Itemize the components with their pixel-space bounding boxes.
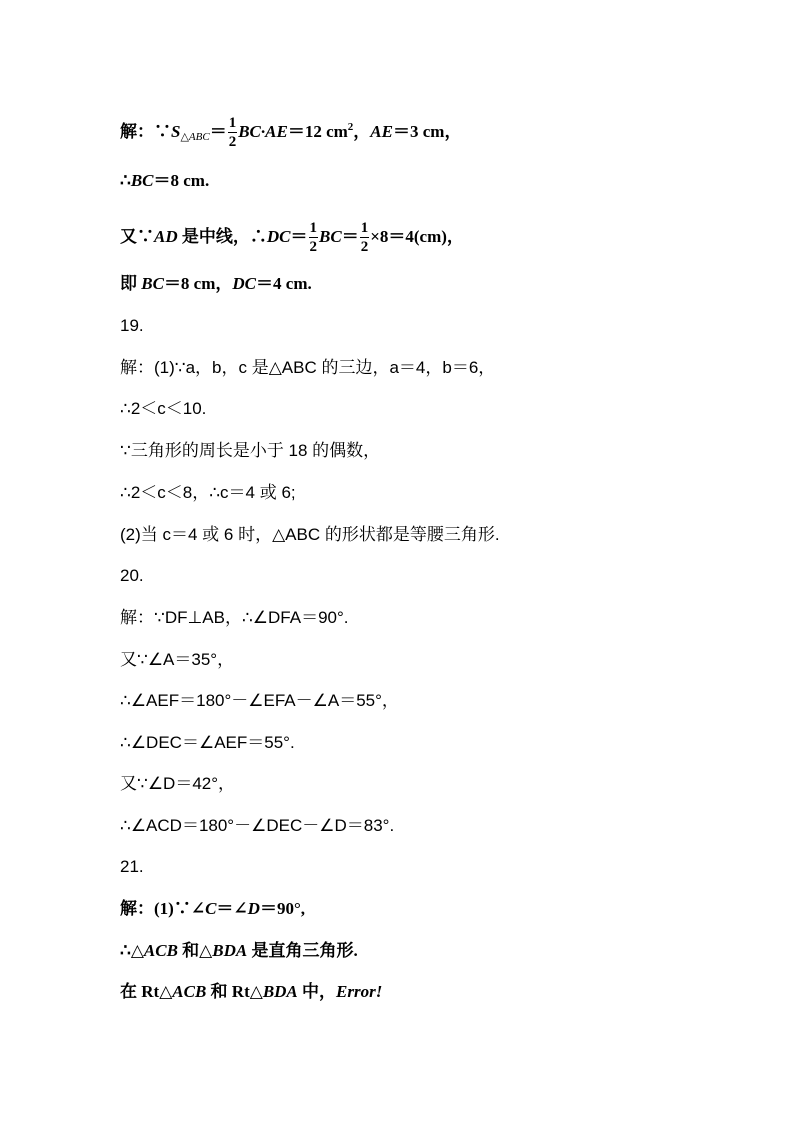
fraction-denominator: 2 bbox=[360, 239, 369, 255]
q21-line-1 bbox=[120, 900, 305, 917]
fraction-denominator: 2 bbox=[228, 134, 237, 150]
q20-line-3: ∴∠AEF＝180°－∠EFA－∠A＝55°， bbox=[120, 691, 399, 710]
error-field: Error! bbox=[336, 982, 383, 1001]
text: ∴ bbox=[120, 171, 131, 190]
text: ∴△ bbox=[120, 941, 144, 960]
text: ＝ bbox=[341, 226, 359, 246]
fraction-half bbox=[228, 116, 238, 150]
text: ＝∠ bbox=[216, 899, 248, 918]
text: ＝8 cm， bbox=[163, 274, 233, 293]
text: 即 bbox=[120, 274, 142, 293]
q20-line-4: ∴∠DEC＝∠AEF＝55°. bbox=[120, 733, 295, 752]
text: ＝3 cm， bbox=[392, 121, 462, 141]
solution-line-median bbox=[120, 221, 464, 255]
q19-line-1: 解：(1)∵a，b，c 是△ABC 的三边，a＝4，b＝6， bbox=[120, 358, 496, 377]
math-var: C bbox=[205, 899, 217, 918]
fraction-numerator: 1 bbox=[309, 220, 317, 236]
math-var: BDA bbox=[212, 941, 248, 960]
math-var: AD bbox=[154, 226, 178, 246]
q19-line-3: ∵三角形的周长是小于 18 的偶数， bbox=[120, 441, 381, 460]
text: ＝ bbox=[209, 121, 227, 141]
q19-line-2: ∴2＜c＜10. bbox=[120, 399, 207, 418]
solution-line-result bbox=[120, 275, 312, 292]
text: ＝8 cm. bbox=[153, 171, 210, 190]
q19-line-4: ∴2＜c＜8，∴c＝4 或 6; bbox=[120, 483, 296, 502]
q19-line-5: (2)当 c＝4 或 6 时，△ABC 的形状都是等腰三角形. bbox=[120, 525, 500, 544]
fraction-numerator: 1 bbox=[228, 115, 237, 131]
math-var: D bbox=[247, 899, 260, 918]
area-subscript: △ABC bbox=[180, 130, 210, 143]
text: 解：(1)∵∠ bbox=[120, 899, 206, 918]
text: 又∵ bbox=[120, 226, 154, 246]
question-number-21: 21. bbox=[120, 857, 144, 876]
text: 和 Rt△ bbox=[206, 982, 263, 1001]
text: 中， bbox=[297, 982, 337, 1001]
text: 是中线，∴ bbox=[177, 226, 267, 246]
area-symbol: S bbox=[171, 121, 181, 141]
math-var: BC bbox=[130, 171, 154, 190]
math-var: BC bbox=[141, 274, 164, 293]
text: ＝12 cm bbox=[287, 121, 348, 141]
math-var: BC bbox=[319, 226, 342, 246]
math-expr: BC·AE bbox=[238, 121, 288, 141]
q20-line-2: 又∵∠A＝35°， bbox=[120, 650, 235, 669]
text: ， bbox=[353, 121, 371, 141]
question-number-19: 19. bbox=[120, 316, 144, 335]
text: ×8＝4(cm)， bbox=[370, 226, 464, 246]
solution-line-bc bbox=[120, 172, 209, 189]
question-number-20: 20. bbox=[120, 566, 144, 585]
text: 和△ bbox=[177, 941, 213, 960]
math-var: BDA bbox=[262, 982, 298, 1001]
q20-line-1: 解：∵DF⊥AB，∴∠DFA＝90°. bbox=[120, 608, 349, 627]
fraction-half bbox=[360, 221, 370, 255]
text: ＝4 cm. bbox=[256, 274, 312, 293]
superscript: 2 bbox=[347, 120, 354, 133]
math-var: ACB bbox=[143, 941, 178, 960]
q21-line-3 bbox=[120, 983, 382, 1000]
q21-line-2 bbox=[120, 942, 358, 959]
text: ＝ bbox=[290, 226, 308, 246]
fraction-denominator: 2 bbox=[309, 239, 317, 255]
math-var: DC bbox=[232, 274, 257, 293]
solution-line-area bbox=[120, 116, 461, 150]
text: 在 Rt△ bbox=[120, 982, 173, 1001]
text: 解：∵ bbox=[120, 121, 171, 141]
math-var: ACB bbox=[172, 982, 207, 1001]
math-var: DC bbox=[266, 226, 291, 246]
math-var: AE bbox=[370, 121, 393, 141]
text: 是直角三角形. bbox=[247, 941, 358, 960]
text: ＝90°, bbox=[259, 899, 306, 918]
fraction-half bbox=[309, 221, 319, 255]
q20-line-5: 又∵∠D＝42°， bbox=[120, 774, 236, 793]
q20-line-6: ∴∠ACD＝180°－∠DEC－∠D＝83°. bbox=[120, 816, 395, 835]
fraction-numerator: 1 bbox=[360, 220, 369, 236]
